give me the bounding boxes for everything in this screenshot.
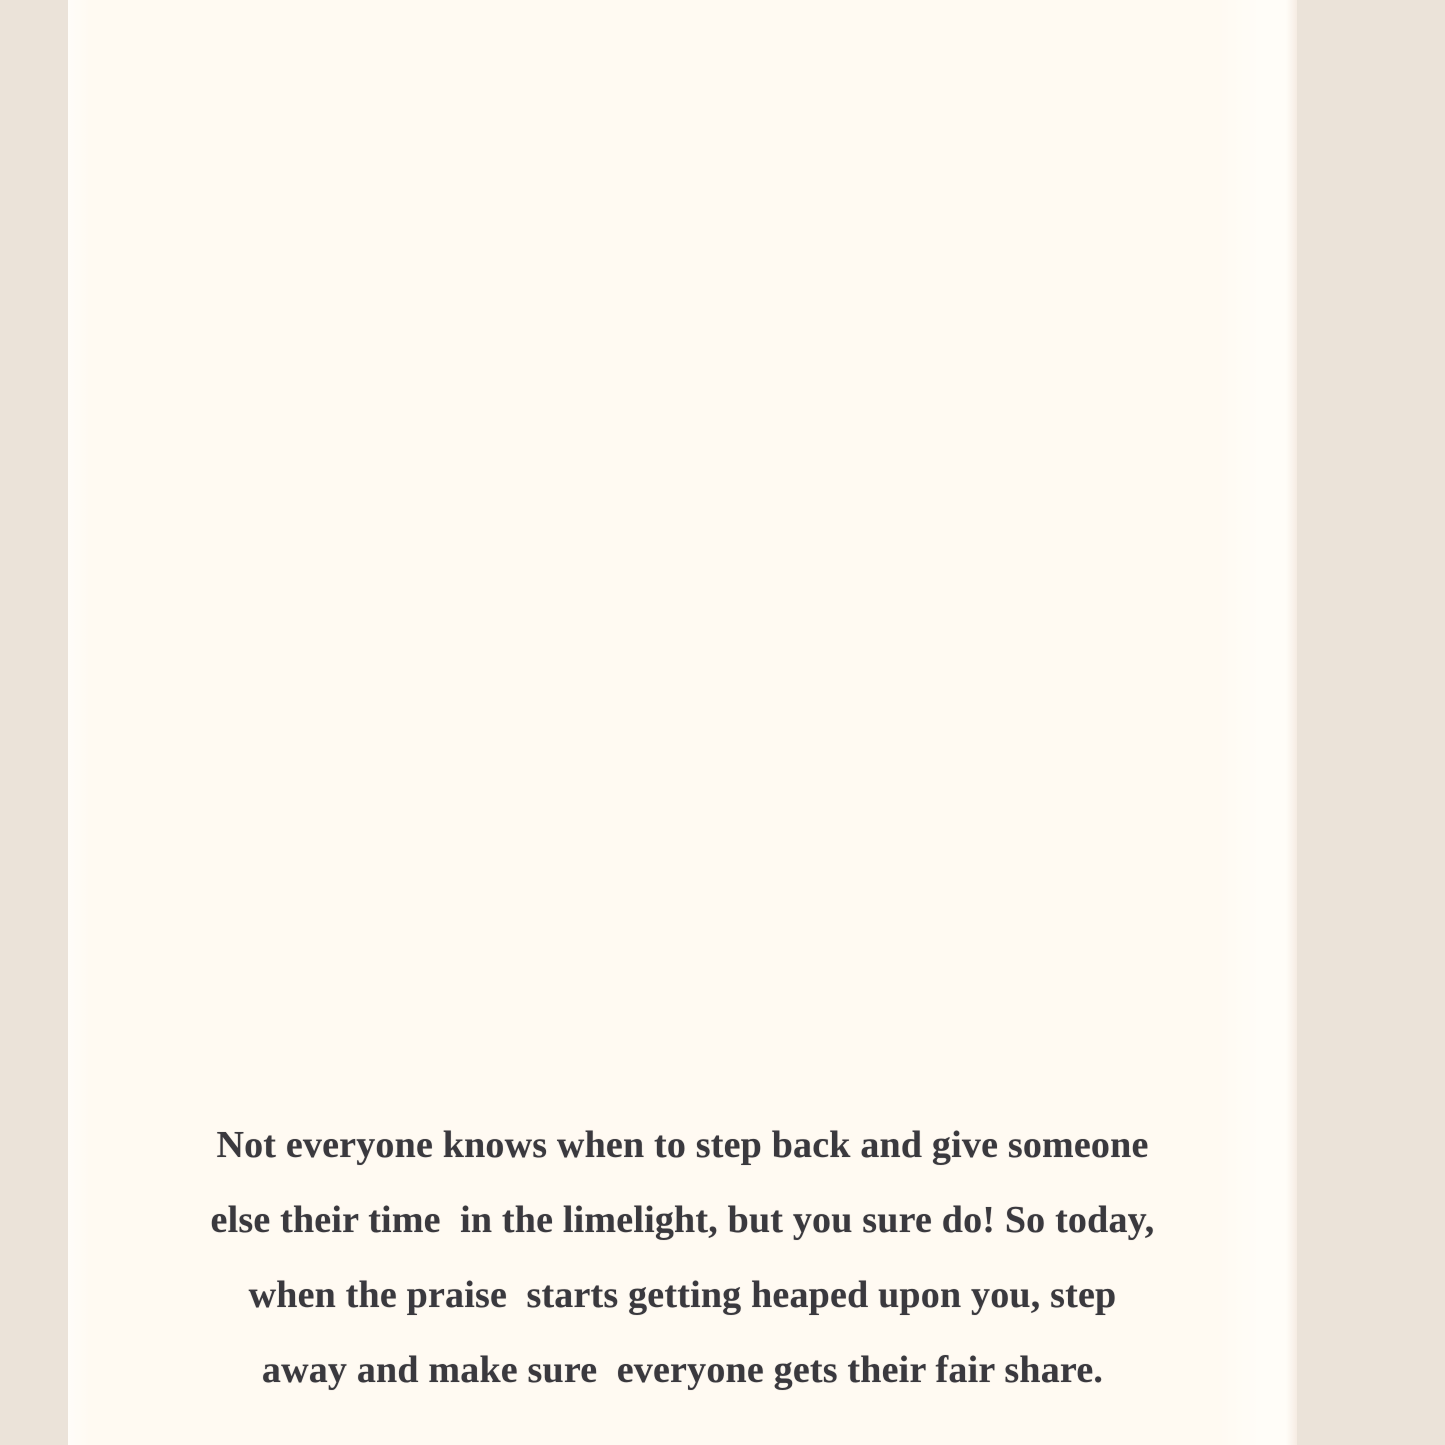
message-line-2: else their time in the limelight, but you sure do! So today, [210, 1199, 1155, 1241]
message-line-4: away and make sure everyone gets their fair share. [261, 1349, 1104, 1391]
card-message [68, 1108, 1297, 1408]
card-page [68, 0, 1297, 1445]
message-line-3: when the praise starts getting heaped upon you, step [248, 1274, 1117, 1316]
message-line-1: Not everyone knows when to step back and give someone [216, 1124, 1149, 1166]
